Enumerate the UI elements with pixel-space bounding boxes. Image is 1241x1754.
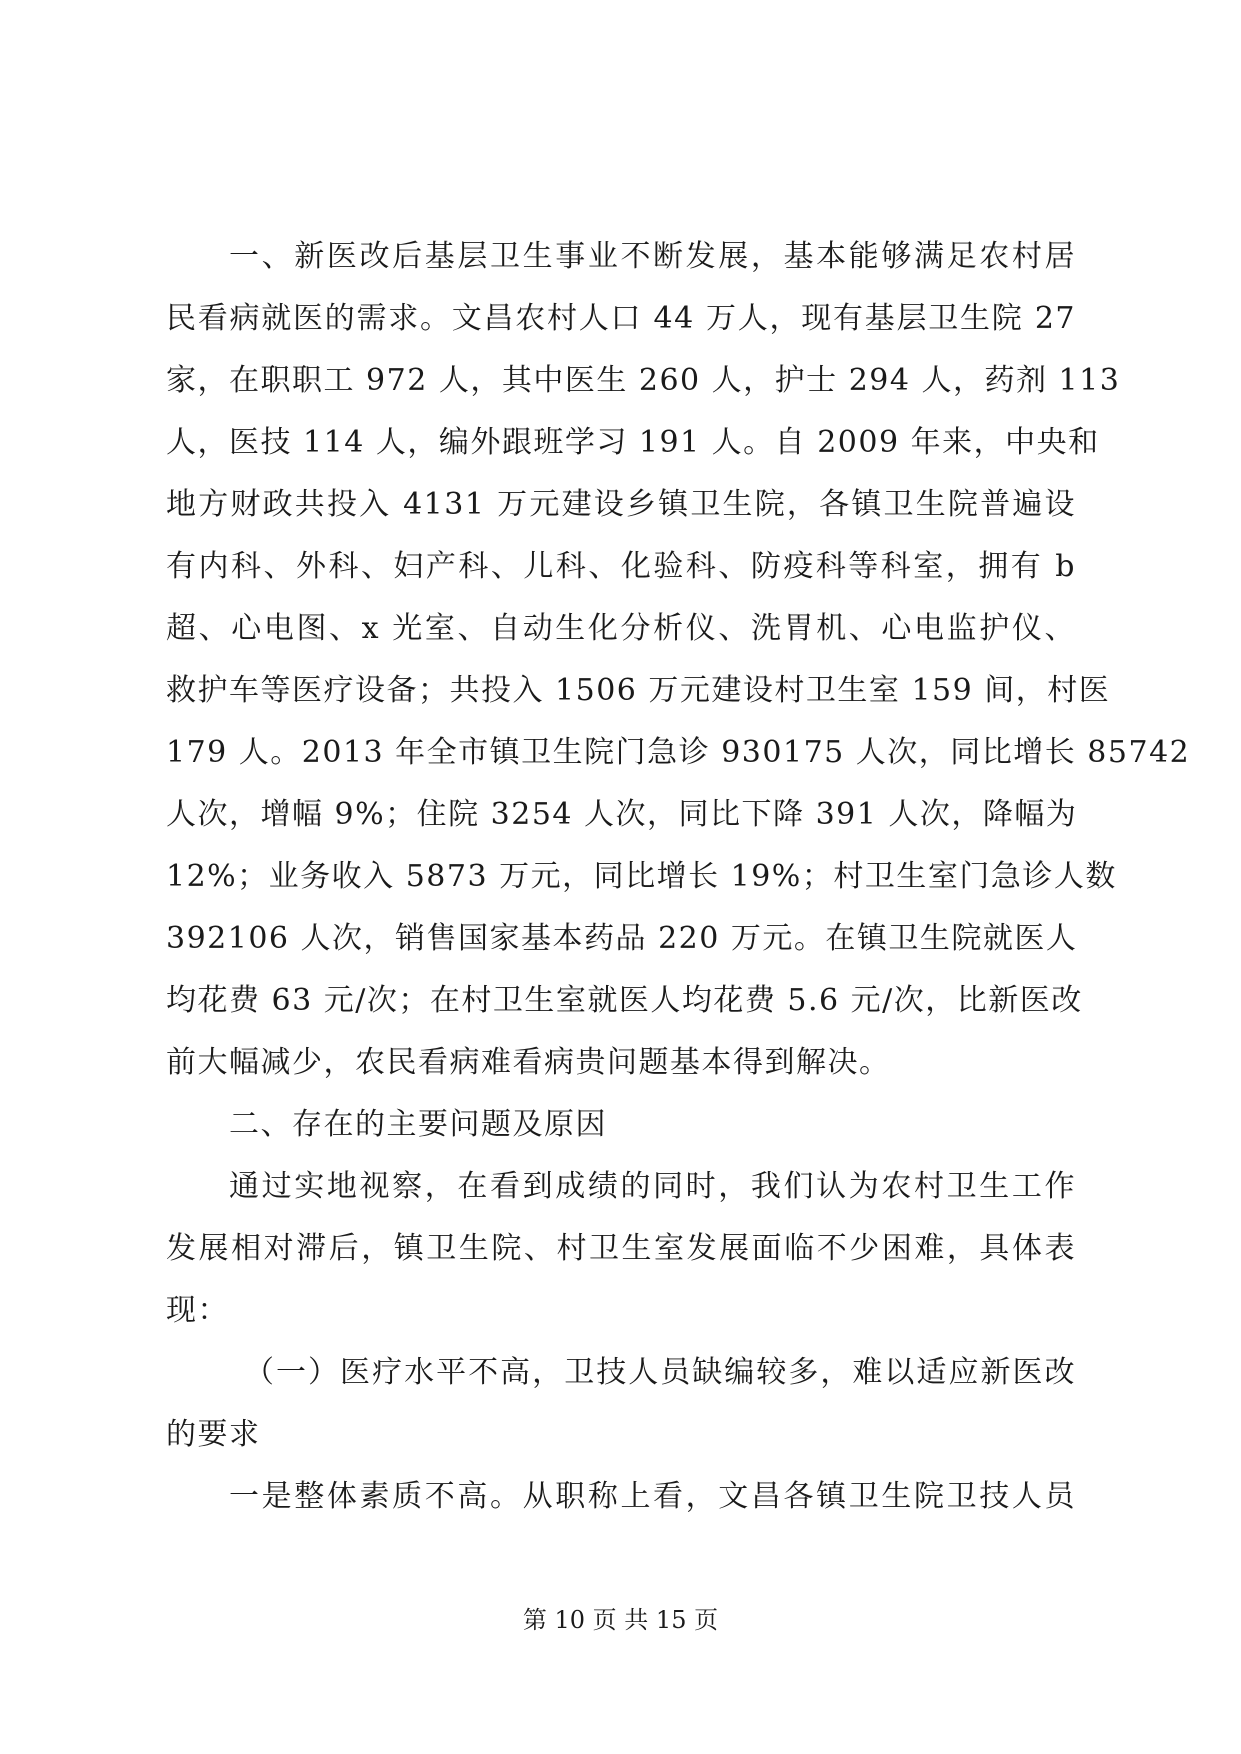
paragraph-line: 均花费 63 元/次；在村卫生室就医人均花费 5.6 元/次，比新医改 [166,983,1083,1018]
paragraph-line: 一是整体素质不高。从职称上看，文昌各镇卫生院卫技人员 [229,1479,1076,1514]
paragraph-line: 发展相对滞后，镇卫生院、村卫生室发展面临不少困难，具体表 [166,1231,1076,1266]
subsection-heading: 的要求 [166,1417,261,1452]
paragraph-line: 12%；业务收入 5873 万元，同比增长 19%；村卫生室门急诊人数 [166,859,1117,894]
paragraph-line: 人，医技 114 人，编外跟班学习 191 人。自 2009 年来，中央和 [166,425,1100,460]
paragraph-line: 超、心电图、x 光室、自动生化分析仪、洗胃机、心电监护仪、 [166,611,1076,646]
page-number: 第 10 页 共 15 页 [522,1606,719,1634]
paragraph-line: 有内科、外科、妇产科、儿科、化验科、防疫科等科室，拥有 b [166,549,1076,584]
page-footer [0,1600,1241,1635]
paragraph-line: 179 人。2013 年全市镇卫生院门急诊 930175 人次，同比增长 85742 [166,735,1191,770]
paragraph-line: 地方财政共投入 4131 万元建设乡镇卫生院，各镇卫生院普遍设 [166,487,1076,522]
subsection-heading: （一）医疗水平不高，卫技人员缺编较多，难以适应新医改 [244,1355,1076,1390]
section-heading: 二、存在的主要问题及原因 [229,1107,607,1142]
paragraph-line: 家，在职职工 972 人，其中医生 260 人，护士 294 人，药剂 113 [166,363,1121,398]
paragraph-line: 一、新医改后基层卫生事业不断发展，基本能够满足农村居 [229,239,1076,274]
paragraph-line: 392106 人次，销售国家基本药品 220 万元。在镇卫生院就医人 [166,921,1078,956]
paragraph-line: 前大幅减少，农民看病难看病贵问题基本得到解决。 [166,1045,891,1080]
paragraph-line: 通过实地视察，在看到成绩的同时，我们认为农村卫生工作 [229,1169,1076,1204]
paragraph-line: 民看病就医的需求。文昌农村人口 44 万人，现有基层卫生院 27 [166,301,1076,336]
paragraph-line: 人次，增幅 9%；住院 3254 人次，同比下降 391 人次，降幅为 [166,797,1078,832]
document-body [166,226,1191,1528]
paragraph-line: 救护车等医疗设备；共投入 1506 万元建设村卫生室 159 间，村医 [166,673,1111,708]
paragraph-line: 现： [166,1293,229,1328]
